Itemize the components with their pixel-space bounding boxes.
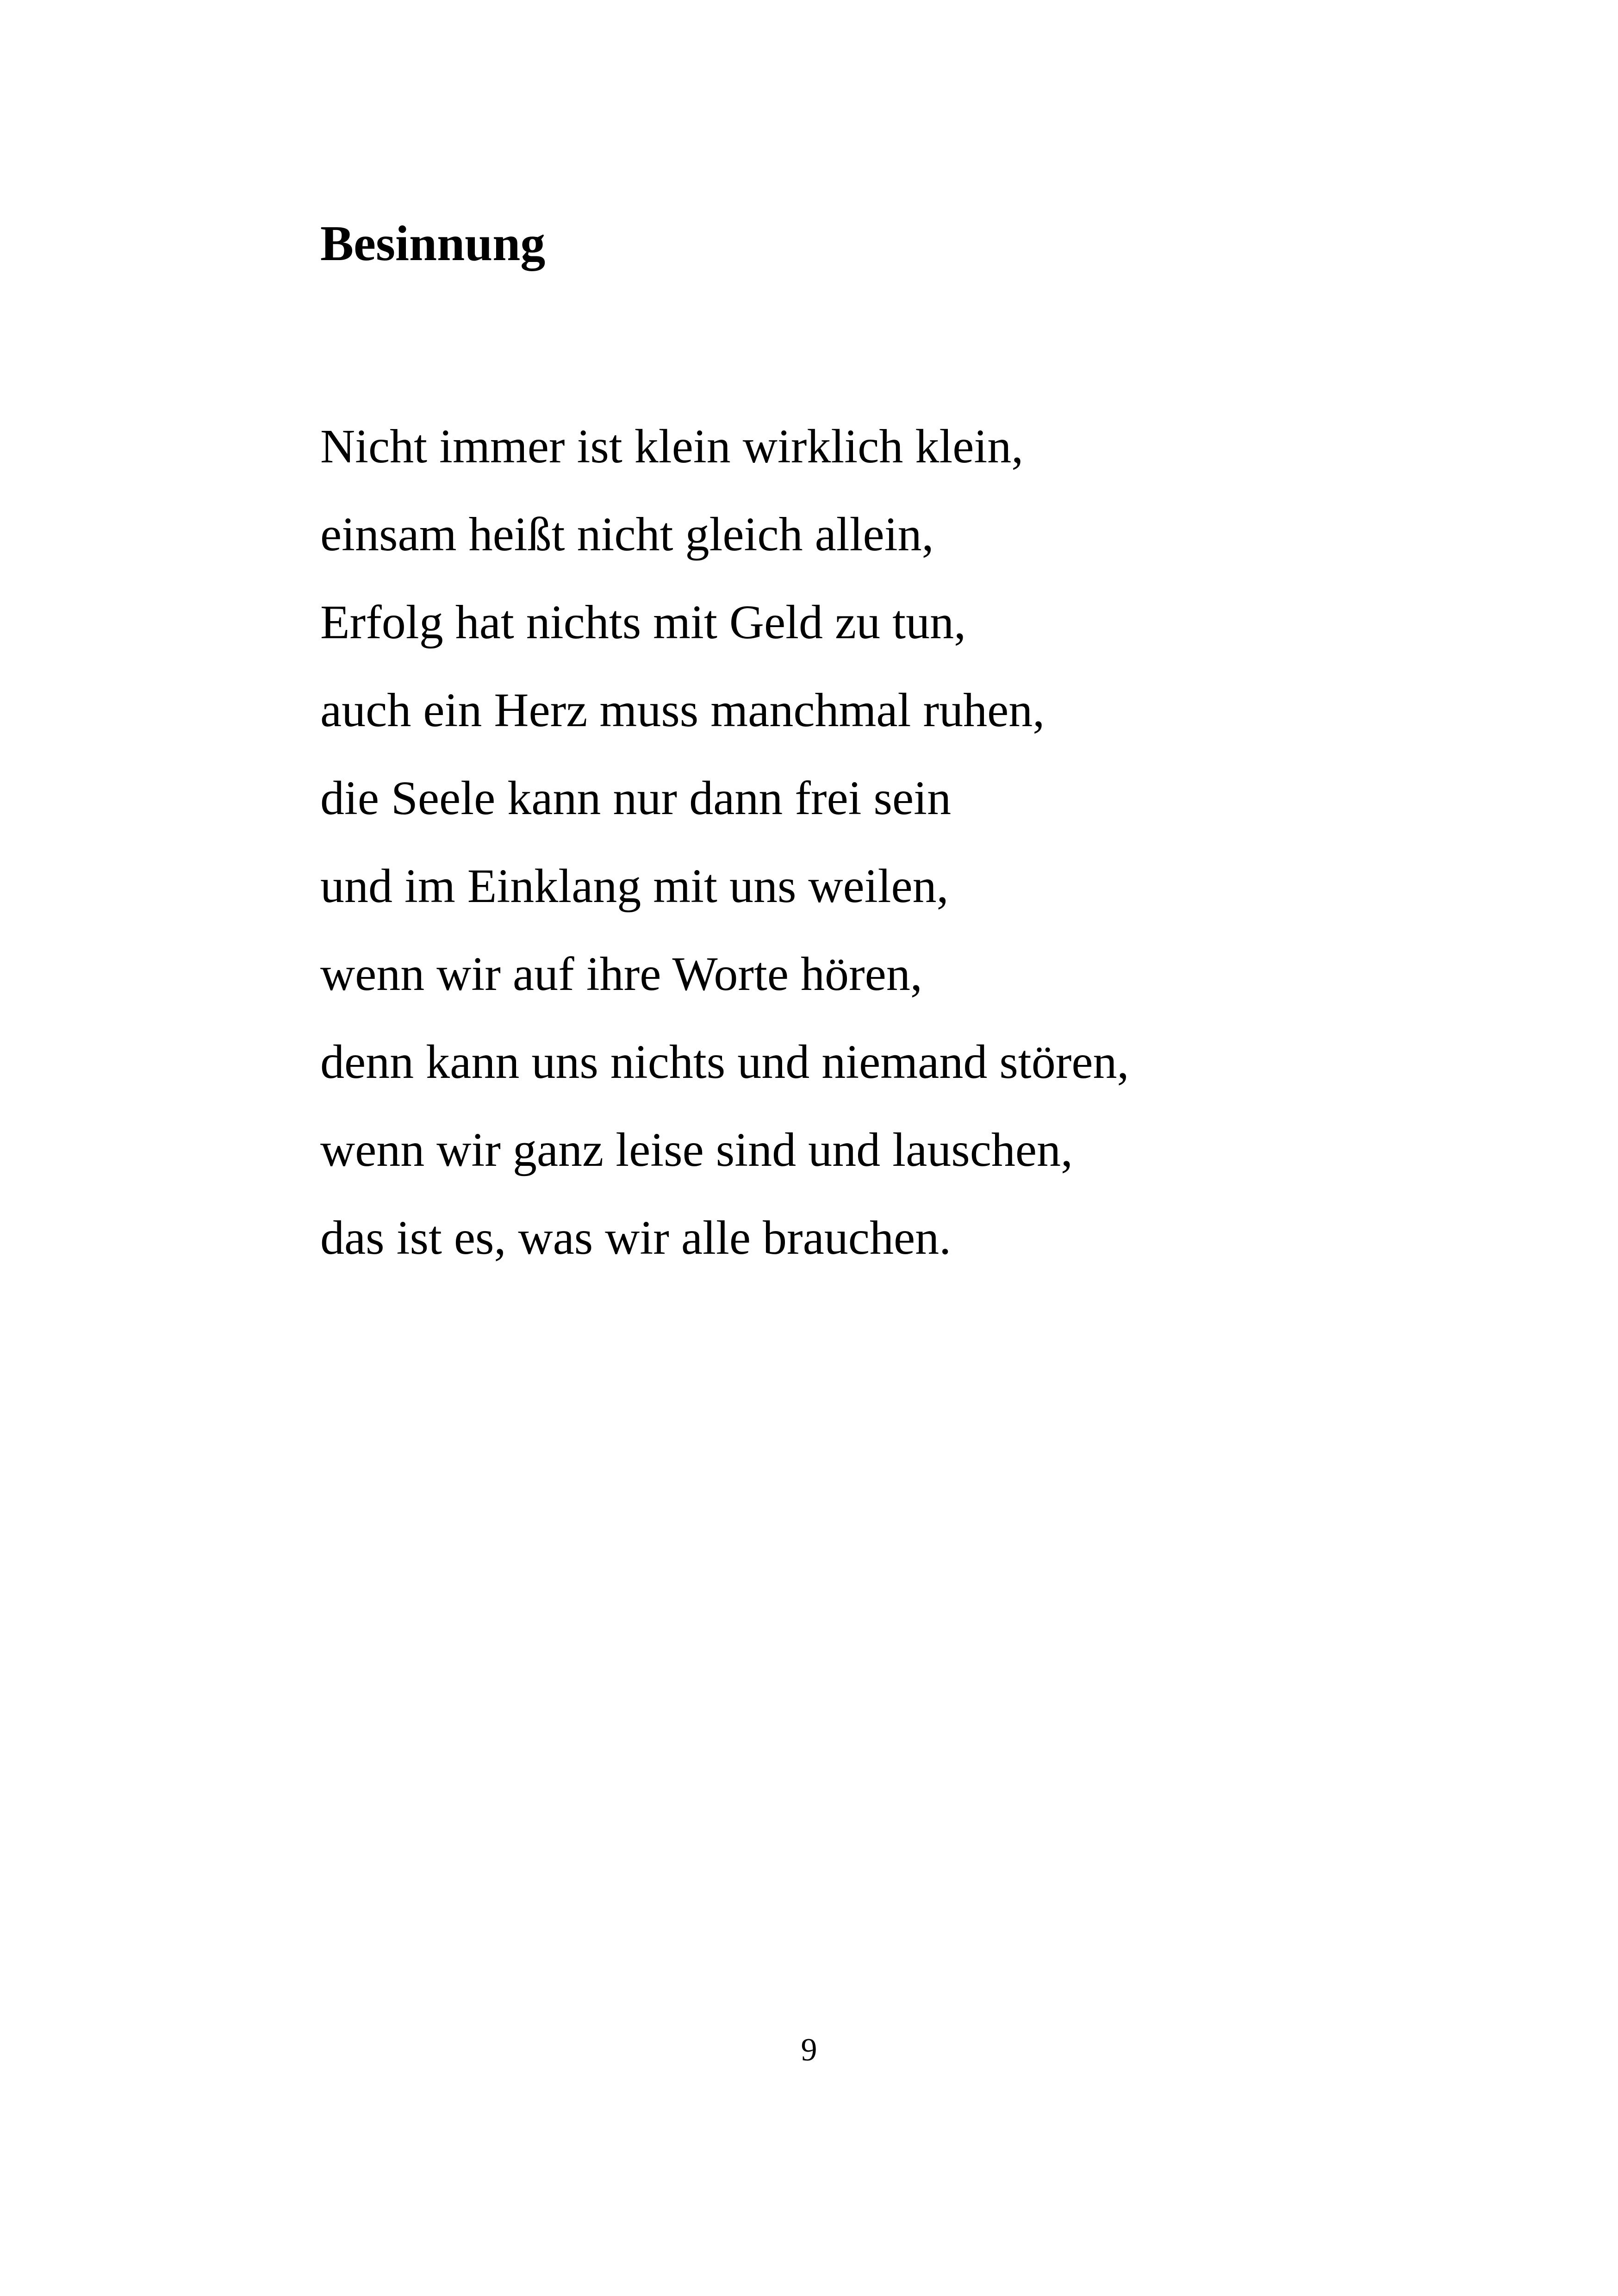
poem-line: Nicht immer ist klein wirklich klein, (320, 420, 1024, 473)
poem-line: Erfolg hat nichts mit Geld zu tun, (320, 596, 966, 649)
poem-line: die Seele kann nur dann frei sein (320, 772, 952, 825)
poem-line: das ist es, was wir alle brauchen. (320, 1211, 952, 1264)
poem-line: denn kann uns nichts und niemand stören, (320, 1035, 1129, 1089)
poem-title: Besinnung (320, 216, 546, 271)
page-number: 9 (801, 2032, 817, 2068)
poem-line: auch ein Herz muss manchmal ruhen, (320, 684, 1045, 737)
poem-line: und im Einklang mit uns weilen, (320, 859, 949, 913)
poem-line: wenn wir auf ihre Worte hören, (320, 947, 922, 1001)
poem-line: einsam heißt nicht gleich allein, (320, 508, 934, 561)
poem-body (320, 403, 1129, 1282)
poem-line: wenn wir ganz leise sind und lauschen, (320, 1123, 1073, 1176)
